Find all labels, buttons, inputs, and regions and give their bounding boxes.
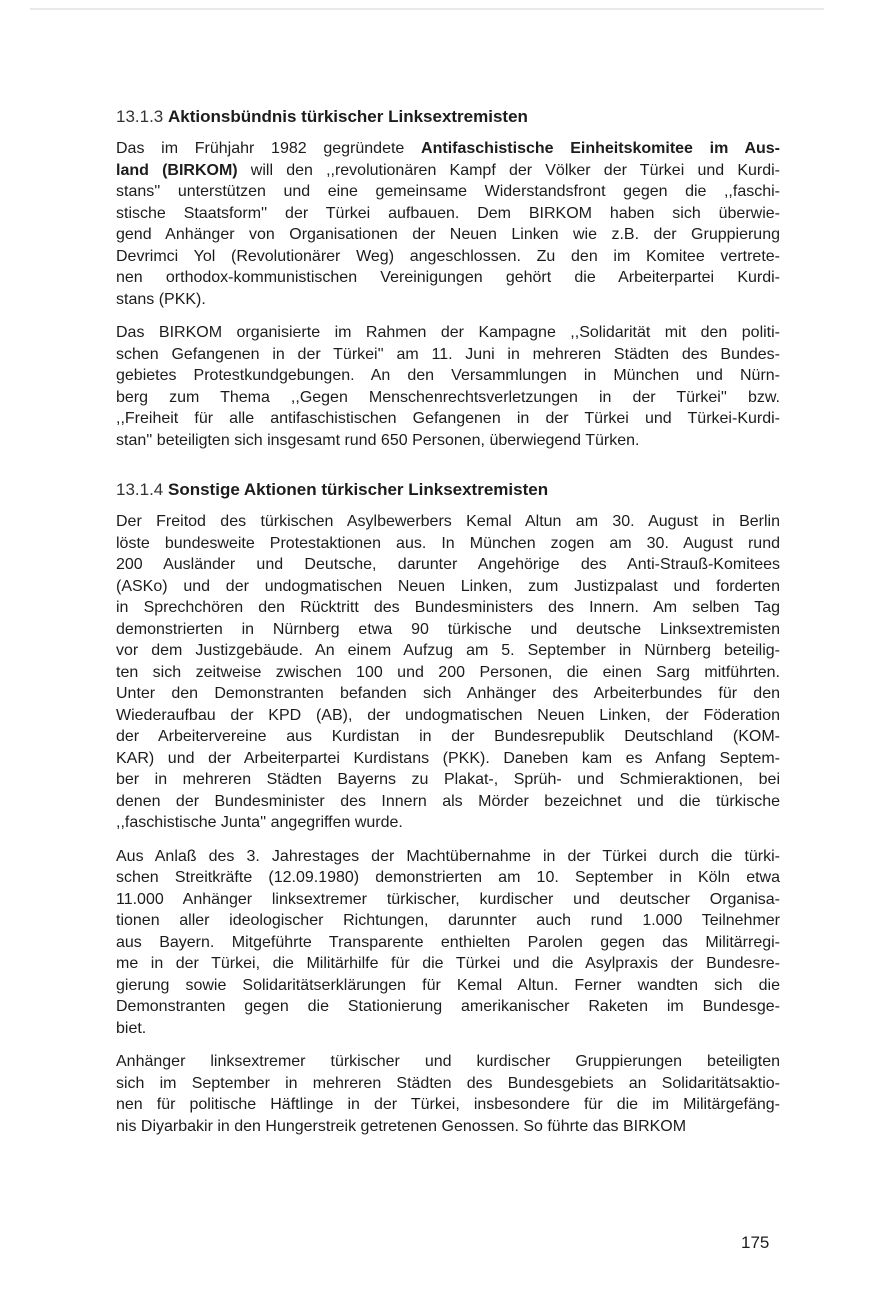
text-line — [116, 996, 780, 1018]
text-run: Demonstranten gegen die Stationierung amerikanischer Raketen im Bundesge- — [116, 998, 780, 1015]
text-run: in Sprechchören den Rücktritt des Bundesministers des Innern. Am selben Tag — [116, 599, 780, 616]
text-run: stans (PKK). — [116, 290, 206, 308]
text-line — [116, 846, 780, 868]
text-line — [116, 889, 780, 911]
text-line — [116, 430, 780, 452]
text-line — [116, 181, 780, 203]
text-line — [116, 138, 780, 160]
text-run: Aus Anlaß des 3. Jahrestages der Machtübernahme in der Türkei durch die türki- — [116, 847, 780, 865]
text-run: sich im September in mehreren Städten des Bundesgebiets an Solidaritätsaktio- — [116, 1074, 780, 1092]
text-run: berg zum Thema ,,Gegen Menschenrechtsverletzungen in der Türkei'' bzw. — [116, 388, 780, 406]
text-line — [116, 267, 780, 289]
text-run: demonstrierten in Nürnberg etwa 90 türkische und deutsche Linksextremisten — [116, 620, 780, 638]
text-run: stans'' unterstützen und eine gemeinsame Widerstandsfront gegen die ,,faschi- — [116, 183, 780, 200]
bold-text-run: Antifaschistische Einheitskomitee im Aus- — [421, 140, 781, 157]
text-run: me in der Türkei, die Militärhilfe für die Türkei und die Asylpraxis der Bundesre- — [116, 955, 780, 972]
text-line — [116, 953, 780, 975]
section-title: Sonstige Aktionen türkischer Linksextremisten — [168, 480, 549, 499]
text-line — [116, 867, 780, 889]
text-line — [116, 533, 780, 555]
text-run: ,,faschistische Junta'' angegriffen wurde. — [116, 814, 403, 831]
text-line — [116, 322, 780, 344]
text-line — [116, 791, 780, 813]
text-run: (ASKo) und der undogmatischen Neuen Linken, zum Justizpalast und forderten — [116, 577, 780, 595]
text-run: ,,Freiheit für alle antifaschistischen Gefangenen in der Türkei und Türkei-Kurdi- — [116, 410, 780, 427]
text-line — [116, 683, 780, 705]
text-line — [116, 408, 780, 430]
text-line — [116, 726, 780, 748]
text-run: nis Diyarbakir in den Hungerstreik getretenen Genossen. So führte das BIRKOM — [116, 1117, 687, 1135]
text-line — [116, 224, 780, 246]
text-run: denen der Bundesminister des Innern als Mörder bezeichnet und die türkische — [116, 792, 780, 810]
text-run: Devrimci Yol (Revolutionärer Weg) angeschlossen. Zu den im Komitee vertrete- — [116, 247, 780, 265]
text-run: 11.000 Anhänger linksextremer türkischer, kurdischer und deutscher Organisa- — [116, 890, 780, 908]
text-run: 200 Ausländer und Deutsche, darunter Angehörige des Anti-Strauß-Komitees — [116, 556, 780, 573]
bold-text-run: land (BIRKOM) — [116, 161, 238, 179]
text-run: biet. — [116, 1019, 147, 1037]
text-run: ber in mehreren Städten Bayerns zu Plakat-, Sprüh- und Schmieraktionen, bei — [116, 771, 780, 788]
text-line — [116, 344, 780, 366]
text-line — [116, 619, 780, 641]
text-run: nen für politische Häftlinge in der Türkei, insbesondere für die im Militärgefäng- — [116, 1096, 780, 1113]
text-run: ten sich zeitweise zwischen 100 und 200 Personen, die einen Sarg mitführten. — [116, 663, 780, 681]
text-line — [116, 1116, 780, 1138]
text-line — [116, 1094, 780, 1116]
text-run: KAR) und der Arbeiterpartei Kurdistans (PKK). Daneben kam es Anfang Septem- — [116, 749, 780, 767]
text-run: tionen aller ideologischer Richtungen, darunnter auch rund 1.000 Teilnehmer — [116, 912, 780, 929]
text-line — [116, 511, 780, 533]
text-line — [116, 1051, 780, 1073]
text-line — [116, 748, 780, 770]
text-line — [116, 1073, 780, 1095]
text-run: schen Streitkräfte (12.09.1980) demonstrierten am 10. September in Köln etwa — [116, 869, 780, 886]
text-line — [116, 975, 780, 997]
text-run: gierung sowie Solidaritätserklärungen für Kemal Altun. Ferner wandten sich die — [116, 976, 780, 994]
section-number: 13.1.4 — [116, 480, 164, 499]
section-gap — [116, 463, 780, 479]
text-run: stische Staatsform'' der Türkei aufbauen. Dem BIRKOM haben sich überwie- — [116, 204, 780, 222]
text-run: Unter den Demonstranten befanden sich Anhänger des Arbeiterbundes für den — [116, 685, 780, 702]
text-line — [116, 662, 780, 684]
paragraph — [116, 138, 780, 310]
text-run: gebietes Protestkundgebungen. An den Versammlungen in München und Nürn- — [116, 367, 780, 384]
text-line — [116, 1018, 780, 1040]
text-line — [116, 246, 780, 268]
text-run: gend Anhänger von Organisationen der Neuen Linken wie z.B. der Gruppierung — [116, 226, 780, 243]
text-line — [116, 640, 780, 662]
scan-edge-shadow — [30, 8, 824, 10]
section-number: 13.1.3 — [116, 107, 164, 126]
page-body — [116, 106, 780, 1149]
text-run: vor dem Justizgebäude. An einem Aufzug am 5. September in Nürnberg beteilig- — [116, 642, 780, 659]
text-run: löste bundesweite Protestaktionen aus. In München zogen am 30. August rund — [116, 534, 780, 552]
section-title: Aktionsbündnis türkischer Linksextremisten — [168, 107, 528, 126]
text-line — [116, 365, 780, 387]
text-line — [116, 910, 780, 932]
paragraph — [116, 511, 780, 834]
text-line — [116, 705, 780, 727]
page-number: 175 — [741, 1233, 770, 1252]
text-line — [116, 289, 780, 311]
text-run: der Arbeitervereine aus Kurdistan in der Bundesrepublik Deutschland (KOM- — [116, 728, 780, 745]
text-run: stan'' beteiligten sich insgesamt rund 650 Personen, überwiegend Türken. — [116, 431, 640, 449]
section-heading — [116, 106, 780, 128]
text-run: Das BIRKOM organisierte im Rahmen der Kampagne ,,Solidarität mit den politi- — [116, 324, 780, 341]
text-run: will den ,,revolutionären Kampf der Völker der Türkei und Kurdi- — [237, 161, 780, 179]
text-line — [116, 576, 780, 598]
text-run: nen orthodox-kommunistischen Vereinigungen gehört die Arbeiterpartei Kurdi- — [116, 269, 780, 286]
text-line — [116, 554, 780, 576]
text-run: schen Gefangenen in der Türkei'' am 11. Juni in mehreren Städten des Bundes- — [116, 345, 780, 363]
text-line — [116, 769, 780, 791]
text-run: Anhänger linksextremer türkischer und kurdischer Gruppierungen beteiligten — [116, 1053, 780, 1070]
section-heading — [116, 479, 780, 501]
paragraph — [116, 1051, 780, 1137]
text-line — [116, 597, 780, 619]
text-run: Wiederaufbau der KPD (AB), der undogmatischen Neuen Linken, der Föderation — [116, 706, 780, 724]
paragraph — [116, 322, 780, 451]
paragraph — [116, 846, 780, 1040]
text-line — [116, 387, 780, 409]
text-run: Der Freitod des türkischen Asylbewerbers Kemal Altun am 30. August in Berlin — [116, 513, 780, 530]
text-line — [116, 160, 780, 182]
text-run: aus Bayern. Mitgeführte Transparente enthielten Parolen gegen das Militärregi- — [116, 933, 780, 951]
text-run: Das im Frühjahr 1982 gegründete — [116, 140, 422, 157]
text-line — [116, 932, 780, 954]
text-line — [116, 812, 780, 834]
text-line — [116, 203, 780, 225]
